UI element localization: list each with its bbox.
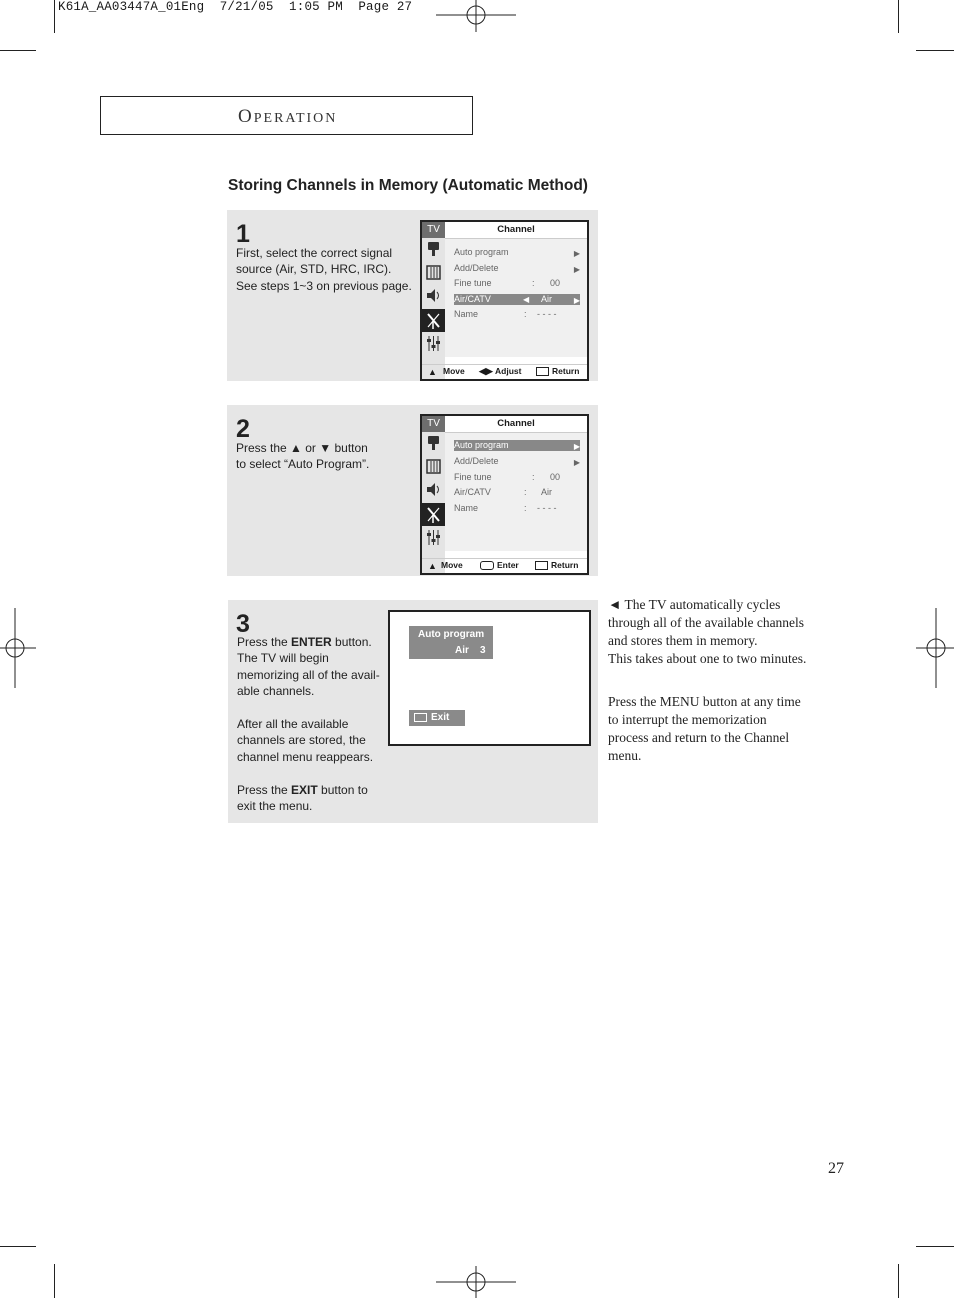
text: button at any time to interrupt the memorization process and return to the Channel menu. xyxy=(608,694,801,763)
channel-icon xyxy=(422,309,445,332)
exit-key-label: EXIT xyxy=(291,783,318,797)
auto-program-source: Air xyxy=(455,645,469,656)
osd-menu-rows xyxy=(445,433,587,551)
menu-item-value: 00 xyxy=(550,472,561,482)
menu-item-label: Add/Delete xyxy=(454,456,499,466)
menu-key-label: MENU xyxy=(659,694,700,709)
text: button to exit the menu. xyxy=(237,783,368,814)
step-number: 1 xyxy=(236,220,250,248)
menu-item-label: Auto program xyxy=(454,440,509,450)
exit-label: Exit xyxy=(431,712,450,723)
menu-item-colon: : xyxy=(524,309,527,319)
tv-label: TV xyxy=(422,222,445,238)
print-slug: K61A_AA03447A_01Eng 7/21/05 1:05 PM Page 27 xyxy=(58,0,413,14)
menu-item-value: Air xyxy=(541,294,552,304)
down-arrow-icon: ▼ xyxy=(319,441,332,455)
text: Press the xyxy=(237,635,292,649)
menu-item-auto-program[interactable] xyxy=(454,247,580,258)
text: Press the xyxy=(237,783,292,797)
menu-item-label: Fine tune xyxy=(454,472,492,482)
menu-item-label: Fine tune xyxy=(454,278,492,288)
menu-item-air-catv[interactable] xyxy=(454,294,580,305)
menu-item-label: Add/Delete xyxy=(454,263,499,273)
section-header-box xyxy=(100,96,473,135)
page-heading: Storing Channels in Memory (Automatic Method) xyxy=(228,177,588,194)
function-icon xyxy=(425,335,442,352)
text: The TV automatically cycles through all of the available channels and stores them in memory. This takes about one to two minutes. xyxy=(608,597,807,666)
arrow-right-icon: ▶ xyxy=(573,265,580,274)
step-3-panel xyxy=(228,600,598,823)
picture-icon xyxy=(425,241,442,258)
page-number: 27 xyxy=(828,1160,844,1177)
menu-item-label: Air/CATV xyxy=(454,294,491,304)
menu-item-auto-program[interactable] xyxy=(454,440,580,451)
function-icon xyxy=(425,529,442,546)
step-1-text: First, select the correct signal source (Air, STD, HRC, IRC). See steps 1~3 on previous page. xyxy=(236,246,412,293)
footer-enter: Enter xyxy=(497,560,519,570)
side-note-1 xyxy=(608,596,848,668)
osd-menu-title: Channel xyxy=(445,416,587,433)
footer-return: Return xyxy=(552,366,580,376)
setup-icon xyxy=(425,458,442,475)
arrow-right-icon: ▶ xyxy=(573,296,580,305)
osd-icon-column xyxy=(422,416,445,573)
text: Press the xyxy=(608,694,660,709)
footer-adjust: Adjust xyxy=(495,366,522,376)
menu-item-label: Name xyxy=(454,503,479,513)
arrow-right-icon: ▶ xyxy=(573,442,580,451)
osd-channel-menu-2 xyxy=(420,414,589,575)
menu-item-colon: : xyxy=(524,487,527,497)
menu-item-value: - - - - xyxy=(537,503,557,513)
menu-item-label: Name xyxy=(454,309,479,319)
step-3-text-2: After all the available channels are stored, the channel menu reappears. xyxy=(237,717,374,764)
auto-program-status-box xyxy=(409,626,493,659)
text: Press the xyxy=(236,441,291,455)
osd-footer xyxy=(422,364,587,379)
menu-item-label: Auto program xyxy=(454,247,509,257)
text: button to select “Auto Program”. xyxy=(236,441,370,472)
move-icon: ▲ xyxy=(428,367,437,377)
menu-item-name[interactable] xyxy=(454,503,580,514)
footer-move: Move xyxy=(443,366,465,376)
menu-item-fine-tune[interactable] xyxy=(454,278,580,289)
menu-item-air-catv[interactable] xyxy=(454,487,580,498)
enter-key-label: ENTER xyxy=(291,635,332,649)
sound-icon xyxy=(425,481,442,498)
osd-icon-column xyxy=(422,222,445,379)
channel-icon xyxy=(422,503,445,526)
setup-icon xyxy=(425,264,442,281)
menu-item-colon: : xyxy=(524,503,527,513)
menu-item-fine-tune[interactable] xyxy=(454,472,580,483)
return-icon xyxy=(535,561,548,570)
pointer-arrow-icon: ◄ xyxy=(608,597,622,612)
tv-label: TV xyxy=(422,416,445,432)
menu-item-colon: : xyxy=(532,472,535,482)
osd-channel-menu-1 xyxy=(420,220,589,381)
step-1-panel xyxy=(227,210,598,381)
step-3-text-3 xyxy=(237,782,387,815)
move-icon: ▲ xyxy=(428,561,437,571)
exit-button[interactable] xyxy=(409,710,465,726)
step-3-text-1 xyxy=(237,634,387,699)
auto-program-channel: 3 xyxy=(480,645,486,656)
exit-icon xyxy=(414,713,427,722)
menu-item-name[interactable] xyxy=(454,309,580,320)
menu-item-value: - - - - xyxy=(537,309,557,319)
arrow-right-icon: ▶ xyxy=(573,458,580,467)
arrow-left-icon: ◀ xyxy=(523,295,530,304)
menu-item-value: 00 xyxy=(550,278,561,288)
menu-item-colon: : xyxy=(532,278,535,288)
menu-item-add-delete[interactable] xyxy=(454,263,580,274)
menu-item-value: Air xyxy=(541,487,552,497)
section-title: OPERATION xyxy=(238,106,338,127)
step-number: 2 xyxy=(236,415,250,443)
step-2-text xyxy=(236,440,416,473)
sound-icon xyxy=(425,287,442,304)
return-icon xyxy=(536,367,549,376)
enter-icon xyxy=(480,561,494,570)
arrow-right-icon: ▶ xyxy=(573,249,580,258)
footer-move: Move xyxy=(441,560,463,570)
osd-menu-title: Channel xyxy=(445,222,587,239)
menu-item-add-delete[interactable] xyxy=(454,456,580,467)
footer-return: Return xyxy=(551,560,579,570)
text: or xyxy=(301,441,320,455)
side-note-2 xyxy=(608,693,848,765)
osd-footer xyxy=(422,558,587,573)
osd-auto-program-screen xyxy=(388,610,591,746)
step-2-panel xyxy=(227,405,598,576)
osd-menu-rows xyxy=(445,239,587,357)
menu-item-label: Air/CATV xyxy=(454,487,491,497)
text: button. The TV will begin memorizing all of the avail- able channels. xyxy=(237,635,380,698)
step-number: 3 xyxy=(236,610,250,638)
adjust-icon: ◀▶ xyxy=(479,366,493,376)
picture-icon xyxy=(425,435,442,452)
up-arrow-icon: ▲ xyxy=(290,441,302,455)
auto-program-title: Auto program xyxy=(418,629,485,640)
